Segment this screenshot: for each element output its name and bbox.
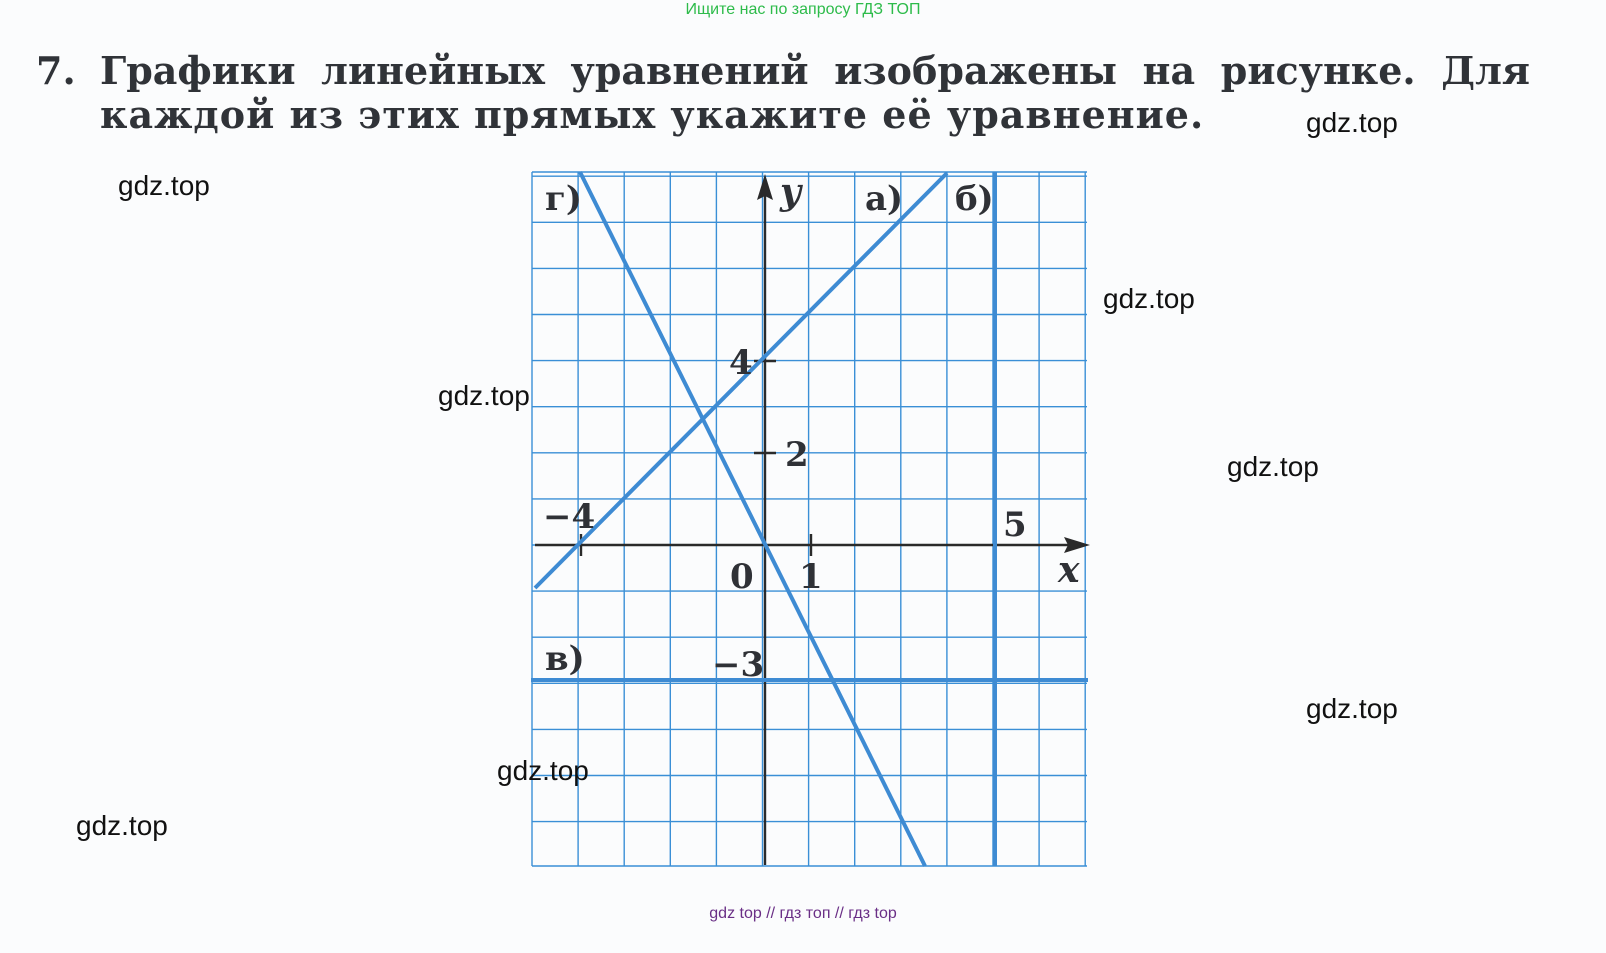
task-word: Для xyxy=(1441,48,1530,93)
tick-label-x-1: 1 xyxy=(799,557,823,597)
y-axis-label: y xyxy=(780,171,801,213)
task-word: уравнений xyxy=(570,48,809,93)
tick-label-x-5: 5 xyxy=(1003,505,1027,545)
watermark: gdz.top xyxy=(497,755,589,786)
watermark: gdz.top xyxy=(1306,107,1398,138)
tick-label-x-minus-4: −4 xyxy=(543,497,596,537)
line-label-g: г) xyxy=(545,179,582,219)
top-banner[interactable]: Ищите нас по запросу ГДЗ ТОП xyxy=(685,1,921,18)
task-word: рисунке. xyxy=(1220,48,1416,93)
line-label-a: а) xyxy=(865,179,904,219)
line-label-b: б) xyxy=(955,179,994,219)
tick-label-y-4: 4 xyxy=(729,343,753,383)
line-g xyxy=(580,172,925,866)
watermark: gdz.top xyxy=(1306,693,1398,724)
task-word: на xyxy=(1142,48,1196,93)
watermark: gdz.top xyxy=(118,170,210,201)
watermark: gdz.top xyxy=(1227,451,1319,482)
origin-label: 0 xyxy=(730,557,754,597)
tick-label-y-minus-3: −3 xyxy=(712,645,765,685)
task-word: изображены xyxy=(834,48,1118,93)
task-text-line-2: каждой из этих прямых укажите её уравнение. xyxy=(100,92,1205,137)
task-word: Графики xyxy=(100,48,296,93)
x-axis-label: x xyxy=(1058,549,1080,591)
task-word: линейных xyxy=(321,48,545,93)
tick-label-y-2: 2 xyxy=(785,435,809,475)
line-label-v: в) xyxy=(545,639,585,679)
watermark: gdz.top xyxy=(76,810,168,841)
watermark: gdz.top xyxy=(1103,283,1195,314)
watermark: gdz.top xyxy=(438,380,530,411)
bottom-banner[interactable]: gdz top // гдз топ // гдз top xyxy=(709,905,897,922)
task-number: 7. xyxy=(36,48,76,93)
